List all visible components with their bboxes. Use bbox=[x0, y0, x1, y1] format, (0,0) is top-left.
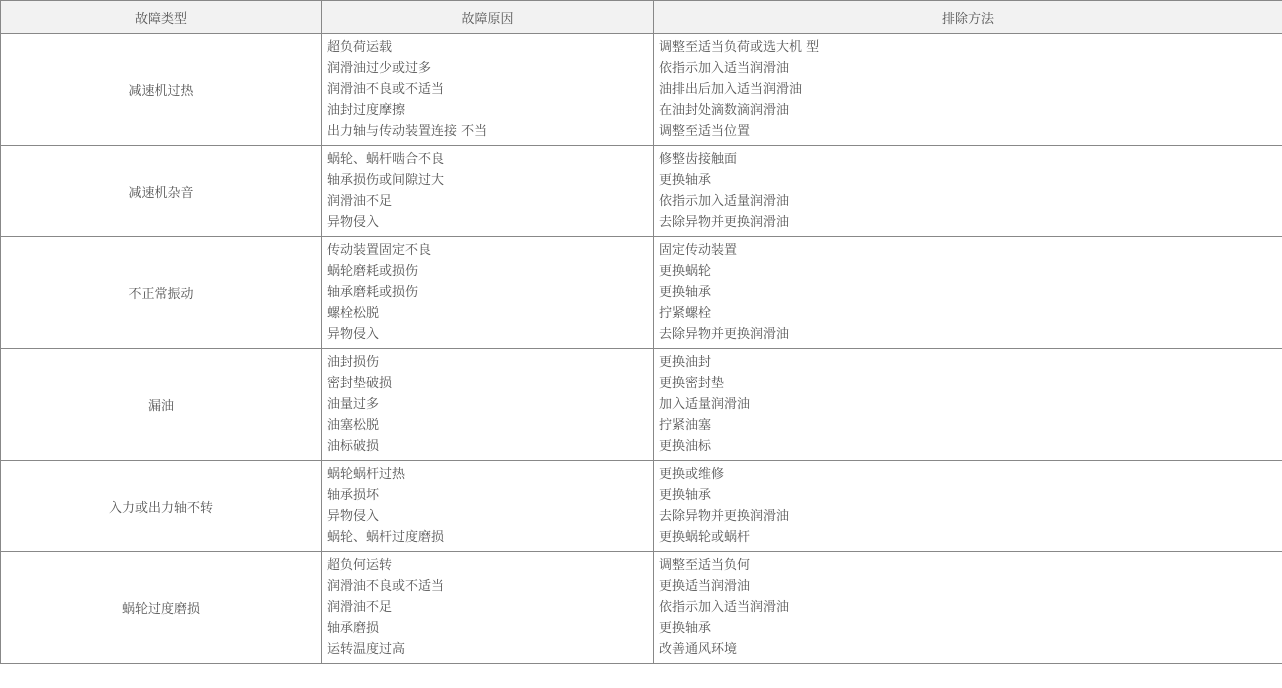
remedy-line: 更换蜗轮或蜗杆 bbox=[659, 530, 751, 545]
remedy-line: 拧紧油塞 bbox=[659, 418, 712, 433]
remedy-line: 改善通风环境 bbox=[659, 642, 738, 657]
table-row bbox=[1, 461, 1282, 552]
cause-line: 润滑油不足 bbox=[327, 194, 393, 209]
table-body bbox=[1, 34, 1282, 664]
cause-line: 运转温度过高 bbox=[327, 642, 406, 657]
remedy-line: 在油封处滴数滴润滑油 bbox=[659, 103, 790, 118]
cause-line: 异物侵入 bbox=[327, 509, 380, 524]
cause-line: 蜗轮、蜗杆过度磨损 bbox=[327, 530, 445, 545]
remedy-line: 更换适当润滑油 bbox=[659, 579, 751, 594]
table-row bbox=[1, 34, 1282, 146]
fault-cause-cell bbox=[322, 146, 654, 237]
fault-cause-cell bbox=[322, 461, 654, 552]
remedy-line: 调整至适当位置 bbox=[659, 124, 751, 139]
remedy-line: 更换轴承 bbox=[659, 173, 712, 188]
remedy-line: 更换密封垫 bbox=[659, 376, 725, 391]
cause-line: 油封损伤 bbox=[327, 355, 380, 370]
header-fault-cause: 故障原因 bbox=[322, 1, 654, 34]
remedy-line: 更换轴承 bbox=[659, 621, 712, 636]
cause-line: 蜗轮、蜗杆啮合不良 bbox=[327, 152, 445, 167]
cause-line: 油标破损 bbox=[327, 439, 380, 454]
fault-type-cell: 漏油 bbox=[1, 349, 322, 461]
remedy-line: 更换轴承 bbox=[659, 488, 712, 503]
remedy-line: 更换油封 bbox=[659, 355, 712, 370]
cause-line: 异物侵入 bbox=[327, 327, 380, 342]
cause-line: 轴承损坏 bbox=[327, 488, 380, 503]
cause-line: 蜗轮蜗杆过热 bbox=[327, 467, 406, 482]
remedy-line: 依指示加入适当润滑油 bbox=[659, 600, 790, 615]
remedy-cell bbox=[654, 461, 1282, 552]
cause-line: 螺栓松脱 bbox=[327, 306, 380, 321]
cause-line: 超负何运转 bbox=[327, 558, 393, 573]
fault-type-cell: 不正常振动 bbox=[1, 237, 322, 349]
fault-cause-cell bbox=[322, 552, 654, 664]
cause-line: 轴承磨损 bbox=[327, 621, 380, 636]
remedy-line: 拧紧螺栓 bbox=[659, 306, 712, 321]
cause-line: 蜗轮磨耗或损伤 bbox=[327, 264, 419, 279]
cause-line: 异物侵入 bbox=[327, 215, 380, 230]
cause-line: 轴承损伤或间隙过大 bbox=[327, 173, 445, 188]
cause-line: 油封过度摩擦 bbox=[327, 103, 406, 118]
remedy-line: 依指示加入适当润滑油 bbox=[659, 61, 790, 76]
remedy-cell bbox=[654, 34, 1282, 146]
header-remedy: 排除方法 bbox=[654, 1, 1282, 34]
remedy-line: 油排出后加入适当润滑油 bbox=[659, 82, 803, 97]
table-row bbox=[1, 349, 1282, 461]
remedy-cell bbox=[654, 349, 1282, 461]
remedy-cell bbox=[654, 237, 1282, 349]
fault-type-cell: 减速机杂音 bbox=[1, 146, 322, 237]
cause-line: 润滑油不良或不适当 bbox=[327, 579, 445, 594]
remedy-line: 调整至适当负何 bbox=[659, 558, 751, 573]
cause-line: 超负荷运载 bbox=[327, 40, 393, 55]
fault-type-cell: 蜗轮过度磨损 bbox=[1, 552, 322, 664]
cause-line: 油塞松脱 bbox=[327, 418, 380, 433]
table-row bbox=[1, 146, 1282, 237]
remedy-line: 更换轴承 bbox=[659, 285, 712, 300]
table-row bbox=[1, 552, 1282, 664]
header-fault-type: 故障类型 bbox=[1, 1, 322, 34]
cause-line: 润滑油不良或不适当 bbox=[327, 82, 445, 97]
cause-line: 出力轴与传动装置连接 不当 bbox=[327, 124, 488, 139]
header-row bbox=[1, 1, 1282, 34]
remedy-line: 去除异物并更换润滑油 bbox=[659, 509, 790, 524]
cause-line: 润滑油过少或过多 bbox=[327, 61, 432, 76]
remedy-line: 依指示加入适量润滑油 bbox=[659, 194, 790, 209]
cause-line: 轴承磨耗或损伤 bbox=[327, 285, 419, 300]
remedy-line: 去除异物并更换润滑油 bbox=[659, 327, 790, 342]
cause-line: 传动装置固定不良 bbox=[327, 243, 432, 258]
cause-line: 密封垫破损 bbox=[327, 376, 393, 391]
fault-type-cell: 入力或出力轴不转 bbox=[1, 461, 322, 552]
remedy-line: 加入适量润滑油 bbox=[659, 397, 751, 412]
fault-type-cell: 减速机过热 bbox=[1, 34, 322, 146]
remedy-line: 修整齿接触面 bbox=[659, 152, 738, 167]
fault-cause-cell bbox=[322, 349, 654, 461]
cause-line: 润滑油不足 bbox=[327, 600, 393, 615]
remedy-line: 更换或维修 bbox=[659, 467, 725, 482]
remedy-line: 更换蜗轮 bbox=[659, 264, 712, 279]
remedy-line: 去除异物并更换润滑油 bbox=[659, 215, 790, 230]
cause-line: 油量过多 bbox=[327, 397, 380, 412]
remedy-line: 固定传动装置 bbox=[659, 243, 738, 258]
table-row bbox=[1, 237, 1282, 349]
fault-cause-cell bbox=[322, 34, 654, 146]
remedy-line: 更换油标 bbox=[659, 439, 712, 454]
remedy-line: 调整至适当负荷或选大机 型 bbox=[659, 40, 820, 55]
remedy-cell bbox=[654, 146, 1282, 237]
remedy-cell bbox=[654, 552, 1282, 664]
fault-cause-cell bbox=[322, 237, 654, 349]
